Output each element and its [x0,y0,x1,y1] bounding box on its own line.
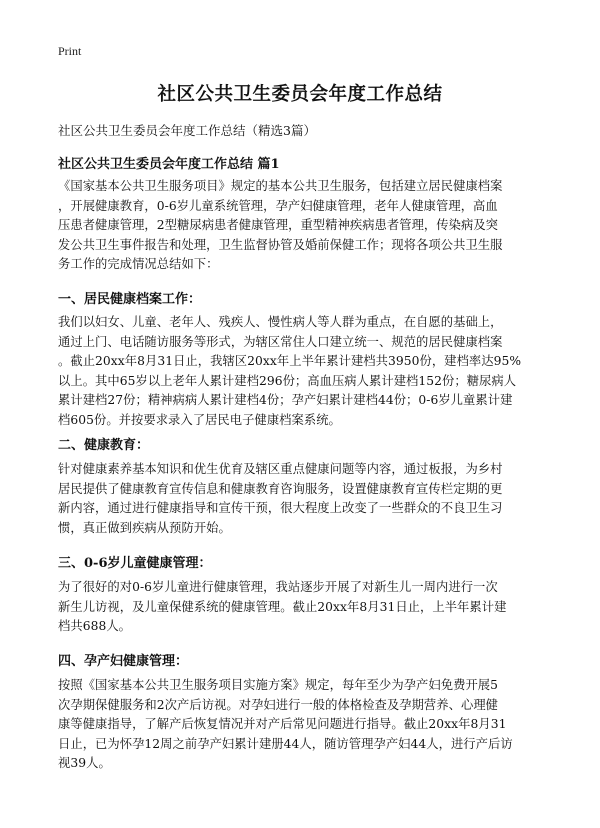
section-heading-child-health: 三、0-6岁儿童健康管理： [58,556,212,571]
section-heading-health-education: 二、健康教育： [58,438,150,453]
paragraph-line: 。截止20xx年8月31日止，我辖区20xx年上半年累计建档共3950份，建档率达95% [58,354,522,369]
paragraph-line: ，开展健康教育，0-6岁儿童系统管理，孕产妇健康管理，老年人健康管理，高血 [58,198,498,213]
paragraph-line: 次孕期保健服务和2次产后访视。对孕妇进行一般的体格检查及孕期营养、心理健 [58,697,499,712]
intro-paragraph [58,177,548,275]
paragraph-line: 按照《国家基本公共卫生服务项目实施方案》规定，每年至少为孕产妇免费开展5 [58,678,499,692]
paragraph-line: 新生儿访视，及儿童保健系统的健康管理。截止20xx年8月31日止，上半年累计建 [58,599,507,614]
paragraph-line: 为了很好的对0-6岁儿童进行健康管理，我站逐步开展了对新生儿一周内进行一次 [58,580,498,594]
paragraph-line: 通过上门、电话随访服务等形式，为辖区常住人口建立统一、规范的居民健康档案 [58,334,503,349]
paragraph-line: 新内容，通过进行健康指导和宣传干预，很大程度上改变了一些群众的不良卫生习 [58,501,503,516]
paragraph-line: 以上。其中65岁以上老年人累计建档296份；高血压病人累计建档152份；糖尿病人 [58,373,517,388]
paragraph-line: 档共688人。 [58,619,132,634]
section-heading-health-records: 一、居民健康档案工作： [58,292,202,307]
paragraph-line: 累计建档27份；精神病病人累计建档4份；孕产妇累计建档44份；0-6岁儿童累计建 [58,393,513,408]
print-label[interactable]: Print [58,44,82,58]
paragraph-line: 居民提供了健康教育宣传信息和健康教育咨询服务，设置健康教育宣传栏定期的更 [58,481,503,496]
paragraph-line: 《国家基本公共卫生服务项目》规定的基本公共卫生服务，包括建立居民健康档案 [58,179,503,193]
paragraph-line: 针对健康素养基本知识和优生优育及辖区重点健康问题等内容，通过板报，为乡村 [58,462,503,476]
paragraph-line: 日止，已为怀孕12周之前孕产妇累计建册44人，随访管理孕产妇44人，进行产后访 [58,736,513,751]
document-subtitle: 社区公共卫生委员会年度工作总结（精选3篇） [58,123,316,138]
paragraph-line: 视39人。 [58,756,111,771]
section-paragraph-maternal-health [58,676,548,774]
section-heading-maternal-health: 四、孕产妇健康管理： [58,654,189,669]
section-paragraph-health-education [58,460,548,538]
paragraph-line: 康等健康指导，了解产后恢复情况并对产后常见问题进行指导。截止20xx年8月31 [58,717,507,732]
section-paragraph-health-records [58,313,548,431]
paragraph-line: 务工作的完成情况总结如下： [58,257,219,272]
paragraph-line: 档605份。并按要求录入了居民电子健康档案系统。 [58,412,341,427]
document-title: 社区公共卫生委员会年度工作总结 [157,84,443,105]
article-heading: 社区公共卫生委员会年度工作总结 篇1 [58,157,280,172]
section-paragraph-child-health [58,578,548,637]
paragraph-line: 发公共卫生事件报告和处理，卫生监督协管及婚前保健工作；现将各项公共卫生服 [58,237,503,252]
paragraph-line: 压患者健康管理，2型糖尿病患者健康管理，重型精神疾病患者管理，传染病及突 [58,218,499,233]
paragraph-line: 惯，真正做到疾病从预防开始。 [58,520,231,535]
paragraph-line: 我们以妇女、儿童、老年人、残疾人、慢性病人等人群为重点，在自愿的基础上， [58,315,503,329]
